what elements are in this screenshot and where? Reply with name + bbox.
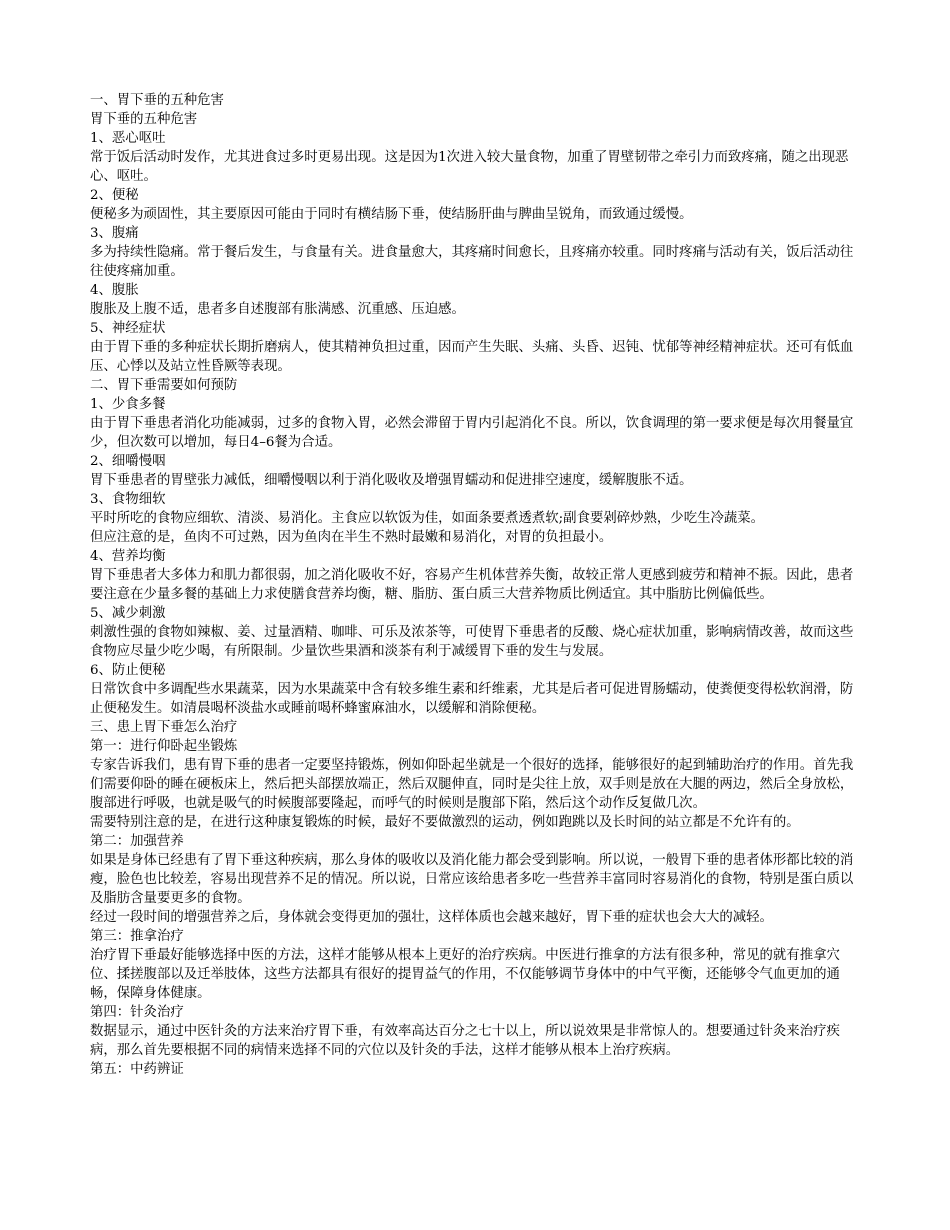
item-heading: 3、食物细软 — [90, 492, 166, 507]
item-heading: 第三：推拿治疗 — [90, 929, 184, 944]
paragraph: 胃下垂患者大多体力和肌力都很弱，加之消化吸收不好，容易产生机体营养失衡，故较正常人更感到疲劳和精神不振。因此，患者要注意在少量多餐的基础上力求使膳食营养均衡，糖、脂肪、蛋白质三大营养物质比例适宜。其中脂肪比例偏低些。 — [90, 568, 854, 602]
paragraph: 但应注意的是，鱼肉不可过熟，因为鱼肉在半生不熟时最嫩和易消化，对胃的负担最小。 — [90, 530, 613, 545]
paragraph: 胃下垂患者的胃壁张力减低，细嚼慢咽以利于消化吸收及增强胃蠕动和促进排空速度，缓解腹胀不适。 — [90, 473, 693, 488]
paragraph: 常于饭后活动时发作，尤其进食过多时更易出现。这是因为1次进入较大量食物，加重了胃壁韧带之牵引力而致疼痛，随之出现恶心、呕吐。 — [90, 150, 849, 184]
item-heading: 4、腹胀 — [90, 283, 139, 298]
item-heading: 第四：针灸治疗 — [90, 1005, 184, 1020]
paragraph: 腹胀及上腹不适，患者多自述腹部有胀满感、沉重感、压迫感。 — [90, 302, 465, 317]
paragraph: 由于胃下垂患者消化功能减弱，过多的食物入胃，必然会滞留于胃内引起消化不良。所以，饮食调理的第一要求便是每次用餐量宜少，但次数可以增加，每日4–6餐为合适。 — [90, 416, 854, 450]
heading-2: 二、胃下垂需要如何预防 — [90, 378, 238, 393]
paragraph: 治疗胃下垂最好能够选择中医的方法，这样才能够从根本上更好的治疗疾病。中医进行推拿的方法有很多种，常见的就有推拿穴位、揉搓腹部以及迁举肢体，这些方法都具有很好的提胃益气的作用，不仅能够调节身体中的中气平衡，还能够令气血更加的通畅，保障身体健康。 — [90, 948, 840, 1001]
paragraph: 多为持续性隐痛。常于餐后发生，与食量有关。进食量愈大，其疼痛时间愈长，且疼痛亦较重。同时疼痛与活动有关，饭后活动往往使疼痛加重。 — [90, 245, 854, 279]
item-heading: 第二：加强营养 — [90, 834, 184, 849]
paragraph: 便秘多为顽固性，其主要原因可能由于同时有横结肠下垂，使结肠肝曲与脾曲呈锐角，而致通过缓慢。 — [90, 207, 693, 222]
subheading: 胃下垂的五种危害 — [90, 112, 198, 127]
paragraph: 由于胃下垂的多种症状长期折磨病人，使其精神负担过重，因而产生失眠、头痛、头昏、迟钝、忧郁等神经精神症状。还可有低血压、心悸以及站立性昏厥等表现。 — [90, 340, 854, 374]
item-heading: 2、便秘 — [90, 188, 139, 203]
item-heading: 3、腹痛 — [90, 226, 139, 241]
paragraph: 专家告诉我们，患有胃下垂的患者一定要坚持锻炼，例如仰卧起坐就是一个很好的选择，能够很好的起到辅助治疗的作用。首先我们需要仰卧的睡在硬板床上，然后把头部摆放端正，然后双腿伸直，同时是尖往上放，双手则是放在大腿的两边，然后全身放松，腹部进行呼吸，也就是吸气的时候腹部要隆起，而呼气的时候则是腹部下陷，然后这个动作反复做几次。 — [90, 758, 854, 811]
item-heading: 1、少食多餐 — [90, 397, 166, 412]
paragraph: 平时所吃的食物应细软、清淡、易消化。主食应以软饭为佳，如面条要煮透煮软;副食要剁碎炒熟，少吃生冷蔬菜。 — [90, 511, 765, 526]
paragraph: 数据显示，通过中医针灸的方法来治疗胃下垂，有效率高达百分之七十以上，所以说效果是非常惊人的。想要通过针灸来治疗疾病，那么首先要根据不同的病情来选择不同的穴位以及针灸的手法，这样才能够从根本上治疗疾病。 — [90, 1024, 840, 1058]
paragraph: 需要特别注意的是，在进行这种康复锻炼的时候，最好不要做激烈的运动，例如跑跳以及长时间的站立都是不允许有的。 — [90, 815, 800, 830]
paragraph: 如果是身体已经患有了胃下垂这种疾病，那么身体的吸收以及消化能力都会受到影响。所以说，一般胃下垂的患者体形都比较的消瘦，脸色也比较差，容易出现营养不足的情况。所以说，日常应该给患者多吃一些营养丰富同时容易消化的食物，特别是蛋白质以及脂肪含量要更多的食物。 — [90, 853, 854, 906]
paragraph: 刺激性强的食物如辣椒、姜、过量酒精、咖啡、可乐及浓茶等，可使胃下垂患者的反酸、烧心症状加重，影响病情改善，故而这些食物应尽量少吃少喝，有所限制。少量饮些果酒和淡茶有利于减缓胃下垂的发生与发展。 — [90, 625, 854, 659]
item-heading: 第五：中药辨证 — [90, 1062, 184, 1077]
item-heading: 4、营养均衡 — [90, 549, 166, 564]
heading-3: 三、患上胃下垂怎么治疗 — [90, 720, 238, 735]
item-heading: 第一：进行仰卧起坐锻炼 — [90, 739, 238, 754]
document-body — [90, 91, 860, 1079]
item-heading: 5、神经症状 — [90, 321, 166, 336]
heading-1: 一、胃下垂的五种危害 — [90, 93, 224, 108]
paragraph: 经过一段时间的增强营养之后，身体就会变得更加的强壮，这样体质也会越来越好，胃下垂的症状也会大大的减轻。 — [90, 910, 773, 925]
item-heading: 5、减少刺激 — [90, 606, 166, 621]
item-heading: 6、防止便秘 — [90, 663, 166, 678]
paragraph: 日常饮食中多调配些水果蔬菜，因为水果蔬菜中含有较多维生素和纤维素，尤其是后者可促进胃肠蠕动，使粪便变得松软润滑，防止便秘发生。如清晨喝杯淡盐水或睡前喝杯蜂蜜麻油水，以缓解和消除便秘。 — [90, 682, 854, 716]
item-heading: 1、恶心呕吐 — [90, 131, 166, 146]
item-heading: 2、细嚼慢咽 — [90, 454, 166, 469]
